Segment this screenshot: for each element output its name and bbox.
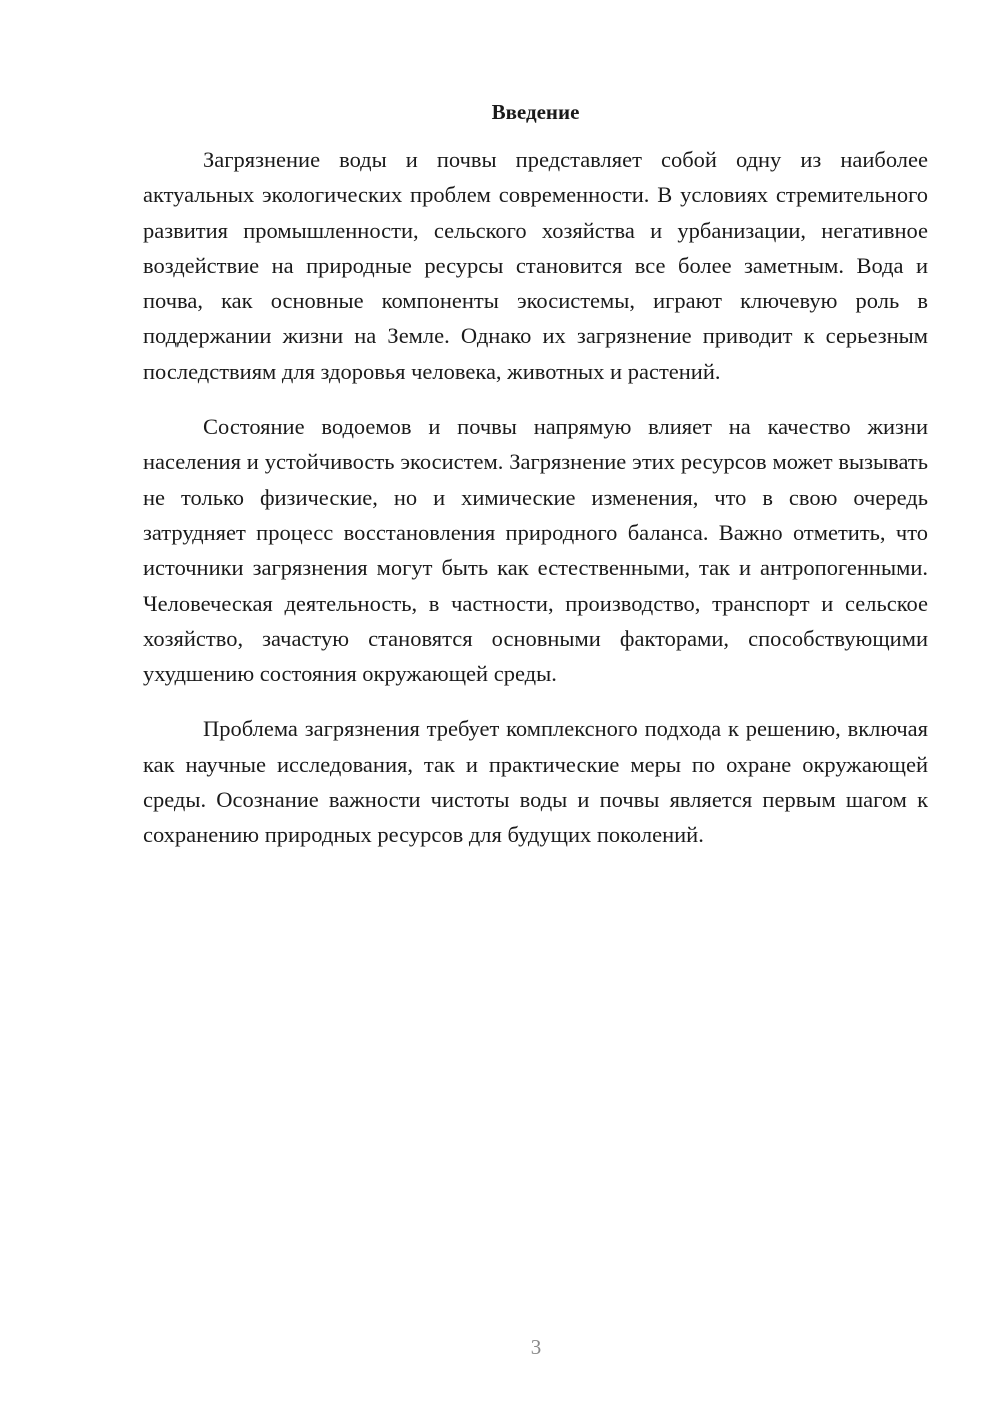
paragraph-3: Проблема загрязнения требует комплексного подхода к решению, включая как научные исследования, так и практические меры по охране окружающей среды. Осознание важности чистоты воды и почвы является первым шагом к сохранению природных ресурсов для будущих поколений.: [143, 716, 928, 848]
paragraph-1: Загрязнение воды и почвы представляет собой одну из наиболее актуальных экологических проблем современности. В условиях стремительного развития промышленности, сельского хозяйства и урбанизации, негативное воздействие на природные ресурсы становится все более заметным. Вода и почва, как основные компоненты экосистемы, играют ключевую роль в поддержании жизни на Земле. Однако их загрязнение приводит к серьезным последствиям для здоровья человека, животных и растений.: [143, 147, 928, 384]
section-title: Введение: [491, 100, 580, 124]
body-text: [143, 142, 928, 873]
page-number: 3: [530, 1335, 542, 1359]
paragraph-2: Состояние водоемов и почвы напрямую влияет на качество жизни населения и устойчивость экосистем. Загрязнение этих ресурсов может вызывать не только физические, но и химические изменения, что в свою очередь затрудняет процесс восстановления природного баланса. Важно отметить, что источники загрязнения могут быть как естественными, так и антропогенными. Человеческая деятельность, в частности, производство, транспорт и сельское хозяйство, зачастую становятся основными факторами, способствующими ухудшению состояния окружающей среды.: [143, 414, 928, 687]
